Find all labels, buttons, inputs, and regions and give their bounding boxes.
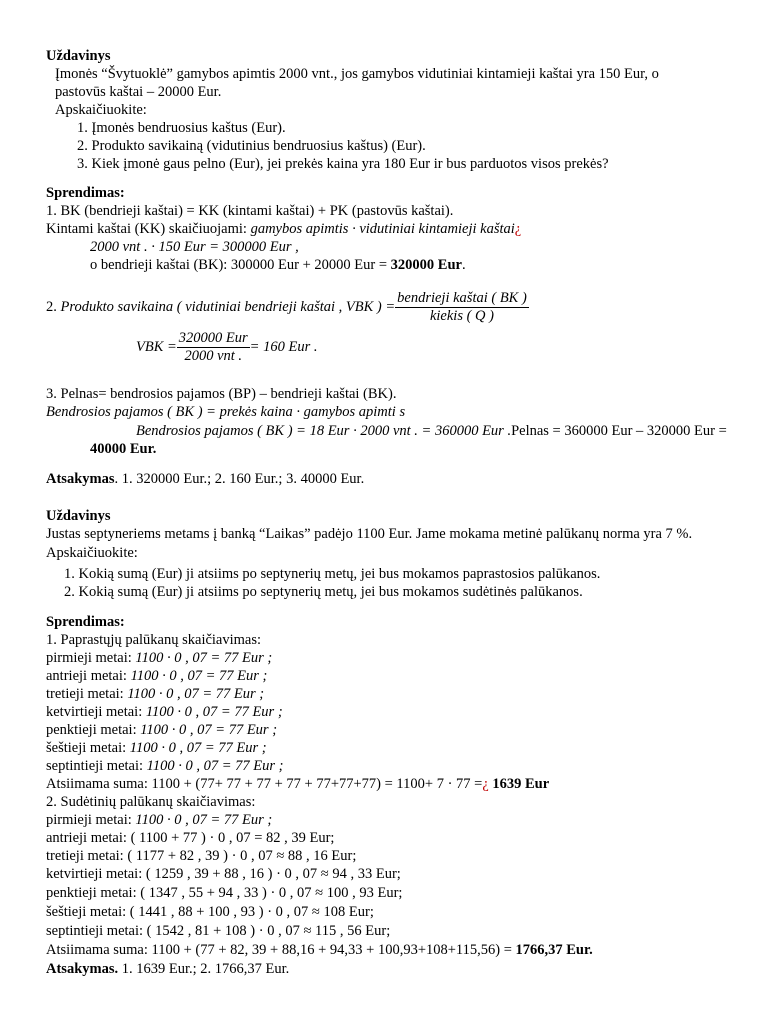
compound-row [46, 922, 390, 940]
bk-end: . [461, 257, 466, 273]
compound-row [46, 847, 356, 865]
simple-row [46, 739, 267, 757]
vbk-numerator: 320000 Eur [178, 330, 248, 346]
bp-formula: Bendrosios pajamos ( BK ) = prekės kaina · gamybos apimti s [46, 404, 406, 420]
answer2 [46, 960, 289, 978]
simple-row [46, 703, 283, 721]
compound-sum-text: Atsiimama suma: 1100 + (77 + 82, 39 + 88,16 + 94,33 + 100,93+108+115,56) = [46, 942, 516, 958]
cost-price-formula [46, 290, 529, 325]
compound-row [46, 865, 401, 883]
year-calc: 1100 · 0 , 07 = 77 Eur ; [145, 704, 283, 720]
bk-text: o bendrieji kaštai (BK): 300000 Eur + 20000 Eur = [90, 257, 391, 273]
compound-sum-line [46, 941, 593, 959]
cost-price-denominator: kiekis ( Q ) [429, 308, 494, 324]
solution1-heading: Sprendimas: [46, 185, 125, 201]
cost-price-lhs: Produkto savikaina ( vidutiniai bendrieji kaštai , VBK ) = [60, 298, 396, 315]
answer1-label: Atsakymas [46, 471, 115, 487]
task1-item-1: 1. Įmonės bendruosius kaštus (Eur). [77, 120, 286, 136]
simple-interest-title: 1. Paprastųjų palūkanų skaičiavimas: [46, 632, 262, 648]
solution1-step1: 1. BK (bendrieji kaštai) = KK (kintami kaštai) + PK (pastovūs kaštai). [46, 203, 454, 219]
kk-formula: gamybos apimtis · vidutiniai kintamieji kaštai [250, 221, 515, 237]
bk-result: 320000 Eur [390, 257, 462, 273]
task2-item-1: 1. Kokią sumą (Eur) ji atsiims po septynerių metų, jei bus mokamos paprastosios palūkanos. [64, 566, 601, 582]
simple-row [46, 757, 283, 775]
cost-price-numerator: bendrieji kaštai ( BK ) [397, 290, 527, 306]
year-calc: ( 1100 + 77 ) · 0 , 07 = 82 , 39 Eur; [130, 830, 335, 846]
simple-sum-text: Atsiimama suma: 1100 + (77+ 77 + 77 + 77 + 77+77+77) = 1100+ 7 · 77 = [46, 776, 483, 792]
year-calc: 1100 · 0 , 07 = 77 Eur ; [146, 758, 284, 774]
vbk-fraction [177, 330, 250, 365]
year-label: ketvirtieji metai: [46, 704, 146, 720]
simple-row [46, 667, 267, 685]
task2-heading: Uždavinys [46, 508, 111, 524]
year-calc: ( 1177 + 82 , 39 ) · 0 , 07 ≈ 88 , 16 Eur; [127, 848, 357, 864]
cost-price-fraction [395, 290, 529, 325]
task1-calculate-label: Apskaičiuokite: [55, 102, 147, 118]
kk-mark: ¿ [514, 221, 522, 237]
kk-line [46, 220, 521, 238]
profit-text: Pelnas = 360000 Eur – 320000 Eur = [511, 423, 727, 439]
year-calc: 1100 · 0 , 07 = 77 Eur ; [127, 686, 265, 702]
year-calc: 1100 · 0 , 07 = 77 Eur ; [135, 650, 273, 666]
year-calc: ( 1441 , 88 + 100 , 93 ) · 0 , 07 ≈ 108 Eur; [129, 904, 374, 920]
task1-text-line1: Įmonės “Švytuoklė” gamybos apimtis 2000 vnt., jos gamybos vidutiniai kintamieji kaštai yra 150 Eur, o [55, 66, 659, 82]
year-calc: 1100 · 0 , 07 = 77 Eur ; [129, 740, 267, 756]
simple-row [46, 649, 272, 667]
compound-row [46, 884, 402, 902]
answer1-text: . 1. 320000 Eur.; 2. 160 Eur.; 3. 40000 Eur. [114, 471, 365, 487]
year-calc: 1100 · 0 , 07 = 77 Eur ; [135, 812, 273, 828]
answer2-text: 1. 1639 Eur.; 2. 1766,37 Eur. [118, 961, 290, 977]
vbk-calculation [136, 330, 317, 365]
year-label: antrieji metai: [46, 830, 131, 846]
compound-row [46, 903, 374, 921]
simple-row [46, 721, 277, 739]
year-calc: ( 1259 , 39 + 88 , 16 ) · 0 , 07 ≈ 94 , 33 Eur; [145, 866, 401, 882]
solution2-heading: Sprendimas: [46, 614, 125, 630]
kk-calculation: 2000 vnt . · 150 Eur = 300000 Eur , [90, 239, 299, 255]
year-label: penktieji metai: [46, 722, 141, 738]
year-label: septintieji metai: [46, 758, 147, 774]
year-calc: 1100 · 0 , 07 = 77 Eur ; [130, 668, 268, 684]
compound-row [46, 829, 334, 847]
year-label: tretieji metai: [46, 686, 128, 702]
year-label: šeštieji metai: [46, 904, 130, 920]
kk-intro: Kintami kaštai (KK) skaičiuojami: [46, 221, 251, 237]
compound-sum-result: 1766,37 Eur. [515, 942, 593, 958]
step2-prefix: 2. [46, 298, 61, 315]
year-calc: ( 1542 , 81 + 108 ) · 0 , 07 ≈ 115 , 56 Eur; [146, 923, 391, 939]
year-label: šeštieji metai: [46, 740, 130, 756]
simple-sum-result: 1639 Eur [488, 776, 550, 792]
year-label: tretieji metai: [46, 848, 128, 864]
bp-calculation-line [136, 422, 727, 440]
vbk-lhs: VBK = [136, 338, 177, 355]
vbk-rhs: = 160 Eur . [249, 338, 318, 355]
year-label: pirmieji metai: [46, 812, 136, 828]
task2-text: Justas septyneriems metams į banką “Laikas” padėjo 1100 Eur. Jame mokama metinė palūkanų norma yra 7 %. [46, 526, 693, 542]
task2-calculate-label: Apskaičiuokite: [46, 545, 138, 561]
year-calc: 1100 · 0 , 07 = 77 Eur ; [140, 722, 278, 738]
solution1-step3: 3. Pelnas= bendrosios pajamos (BP) – bendrieji kaštai (BK). [46, 386, 397, 402]
task2-item-2: 2. Kokią sumą (Eur) ji atsiims po septynerių metų, jei bus mokamos sudėtinės palūkanos. [64, 584, 583, 600]
bk-line [90, 256, 466, 274]
simple-row [46, 685, 264, 703]
task1-item-2: 2. Produkto savikainą (vidutinius bendruosius kaštus) (Eur). [77, 138, 426, 154]
answer2-label: Atsakymas. [46, 961, 119, 977]
compound-interest-title: 2. Sudėtinių palūkanų skaičiavimas: [46, 794, 256, 810]
simple-sum-line [46, 775, 549, 793]
year-label: septintieji metai: [46, 923, 147, 939]
year-label: pirmieji metai: [46, 650, 136, 666]
year-calc: ( 1347 , 55 + 94 , 33 ) · 0 , 07 ≈ 100 , 93 Eur; [140, 885, 403, 901]
year-label: antrieji metai: [46, 668, 131, 684]
year-label: penktieji metai: [46, 885, 141, 901]
answer1 [46, 470, 364, 488]
compound-row [46, 811, 272, 829]
bp-calculation: Bendrosios pajamos ( BK ) = 18 Eur · 2000 vnt . = 360000 Eur . [136, 423, 512, 439]
simple-sum-mark: ¿ [482, 776, 489, 792]
task1-item-3: 3. Kiek įmonė gaus pelno (Eur), jei prekės kaina yra 180 Eur ir bus parduotos visos prekės? [77, 156, 609, 172]
task1-text-line2: pastovūs kaštai – 20000 Eur. [55, 84, 222, 100]
year-label: ketvirtieji metai: [46, 866, 146, 882]
vbk-denominator: 2000 vnt . [184, 348, 243, 364]
task1-heading: Uždavinys [46, 48, 111, 64]
profit-result: 40000 Eur. [90, 441, 157, 457]
